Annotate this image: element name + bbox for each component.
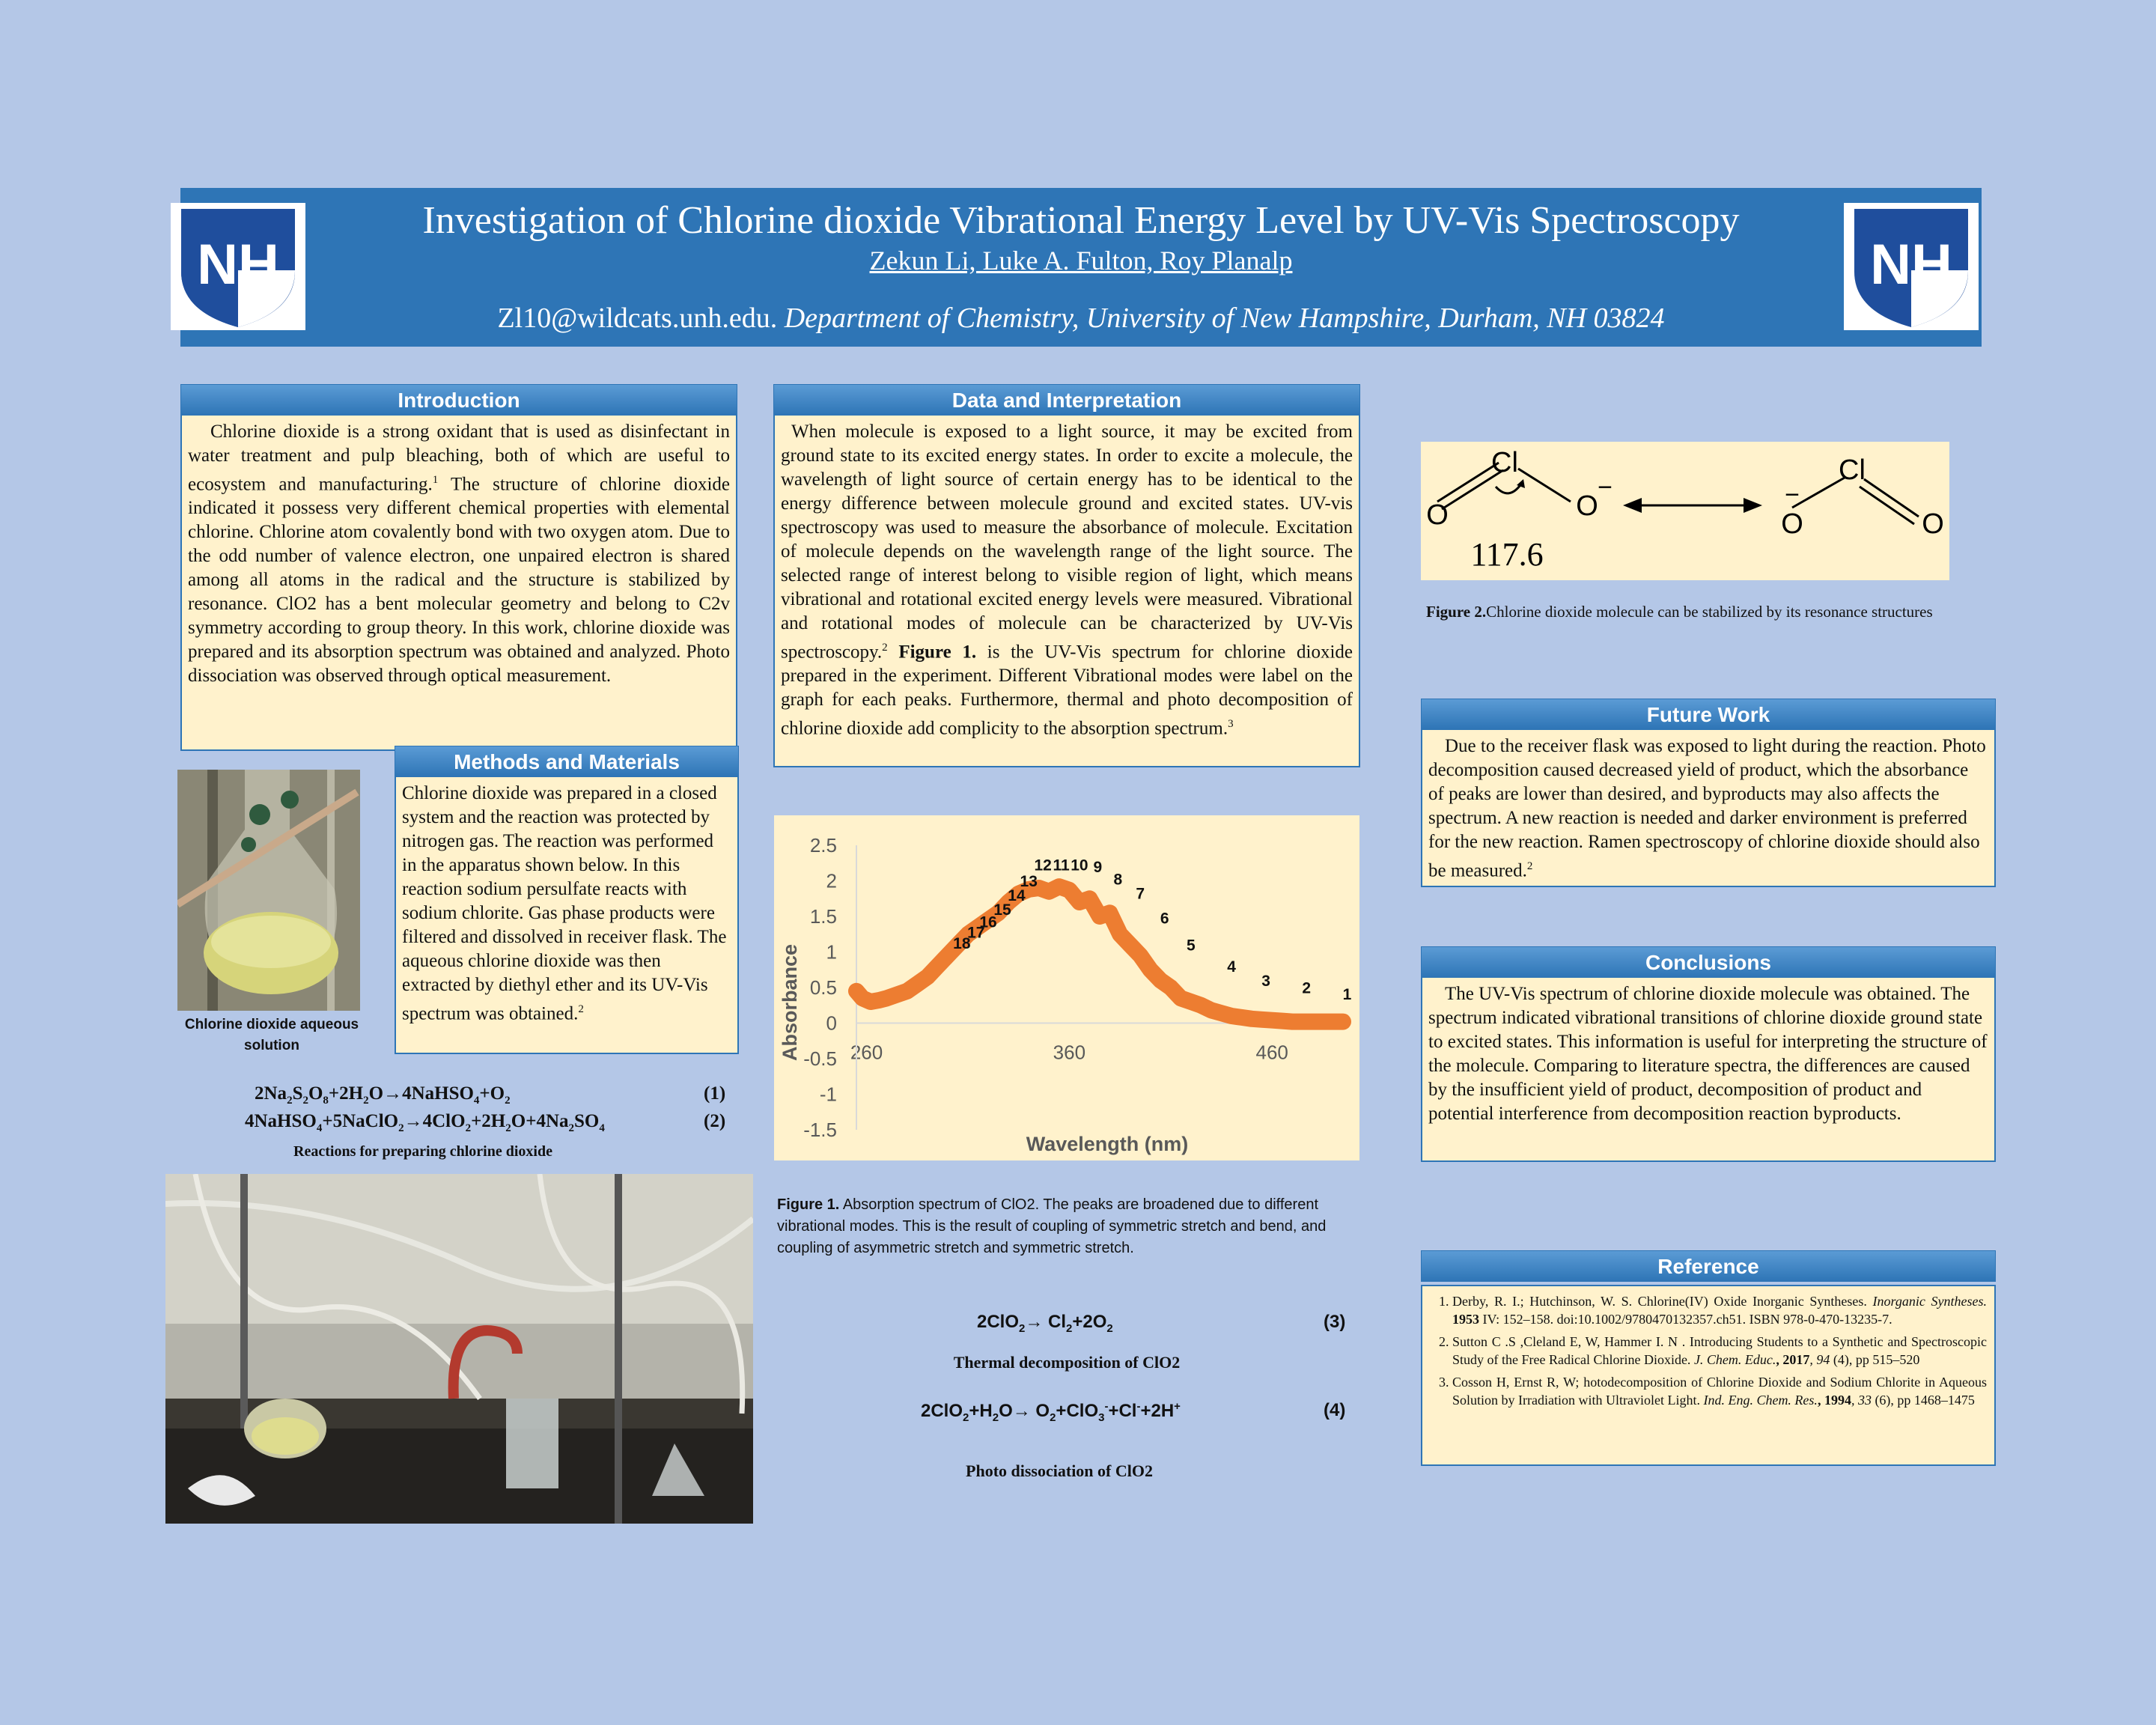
resonance-structure-figure	[1421, 442, 1949, 580]
y-tick-label: 2	[826, 869, 837, 892]
poster-header	[180, 188, 1982, 347]
citation: 2	[1526, 860, 1533, 872]
figure-2-caption	[1426, 601, 1950, 623]
svg-text:NH: NH	[197, 233, 279, 296]
equation-3: $2ClO_2\to Cl_2+2O_2$	[977, 1312, 1113, 1335]
atom-cl-left: Cl	[1491, 447, 1518, 478]
svg-text:NH: NH	[1870, 233, 1952, 296]
bond-angle: 117.6	[1470, 536, 1544, 573]
equations-caption: Reactions for preparing chlorine dioxide	[293, 1143, 552, 1160]
chart-svg	[774, 815, 1359, 1160]
figure-reference: Figure 1.	[898, 642, 977, 663]
atom-cl-right: Cl	[1839, 454, 1866, 486]
peak-label: 5	[1187, 937, 1196, 955]
data-body	[773, 416, 1360, 767]
peak-label: 15	[993, 901, 1011, 919]
figure-1-text: Absorption spectrum of ClO2. The peaks are broadened due to different vibrational modes. This is the result of coupling of symmetric stretch and bend, and coupling of asymmetric stretch and symmetric stretch.	[777, 1196, 1327, 1256]
y-tick-label: 1.5	[809, 905, 837, 928]
figure-2-label: Figure 2.	[1426, 603, 1487, 621]
peak-label: 8	[1113, 871, 1123, 889]
introduction-heading: Introduction	[180, 384, 737, 416]
introduction-text-cont: The structure of chlorine dioxide indicated it possess very different chemical properties with elemental chlorine. Chlorine atom covalently bond with two oxygen atom. Due to the odd number of valence electron, one unpaired electron is shared among all atoms in the radical and the structure is stabilized by resonance. ClO2 has a bent molecular geometry and belong to C2v symmetry according to group theory. In this work, chlorine dioxide was prepared and its absorption spectrum was obtained and analyzed. Photo dissociation was observed through optical measurement.	[188, 474, 730, 687]
equation-2: $4NaHSO_4+5NaClO_2\to 4ClO_2+2H_2O+4Na_2SO_4$	[245, 1111, 605, 1134]
introduction-body	[180, 416, 737, 751]
figure-1-caption	[777, 1194, 1353, 1259]
equation-4-caption: Photo dissociation of ClO2	[966, 1461, 1153, 1480]
charge-right: −	[1785, 481, 1800, 509]
figure-2-text: Chlorine dioxide molecule can be stabilized by its resonance structures	[1486, 603, 1933, 621]
reference-list	[1422, 1286, 1994, 1420]
y-tick-label: -0.5	[803, 1047, 837, 1070]
peak-label: 1	[1342, 986, 1352, 1004]
peak-label: 18	[953, 934, 971, 952]
peak-label: 10	[1071, 857, 1088, 874]
future-work-text: Due to the receiver flask was exposed to light during the reaction. Photo decomposition caused decreased yield of product, which the absorbance of peaks are lower than desired, and byproducts may also affects the spectrum. A new reaction is needed and darker environment is preferred for the new reaction. Ramen spectroscopy of chlorine dioxide should also be measured.	[1428, 736, 1986, 881]
reference-item: 3. Cosson H, Ernst R, W; hotodecomposition of Chlorine Dioxide and Sodium Chlorite in Aqueous Solution by Irradiation with Ultraviolet Light. Ind. Eng. Chem. Res., 1994, 33 (6), pp 1468–1475	[1452, 1373, 1987, 1409]
data-text-cont: is the UV-Vis spectrum for chlorine dioxide prepared in the experiment. Different Vibrational modes were label on the graph for each peaks. Furthermore, thermal and photo decomposition of chlorine dioxide add complicity to the absorption spectrum.	[781, 642, 1353, 739]
equation-3-caption: Thermal decomposition of ClO2	[953, 1353, 1181, 1372]
email: Zl10@wildcats.unh.edu.	[497, 302, 778, 334]
peak-label: 13	[1020, 873, 1038, 891]
conclusions-body: The UV-Vis spectrum of chlorine dioxide molecule was obtained. The spectrum indicated vibrational transitions of chlorine dioxide ground state to excited states. This information is useful for interpreting the structure of the molecule. Comparing to literature spectra, the differences are caused by the insufficient yield of product, decomposition of product and potential interference from decomposition reaction byproducts.	[1421, 978, 1996, 1162]
peak-label: 16	[979, 913, 997, 931]
x-tick-label: 260	[850, 1041, 883, 1064]
citation: 1	[432, 474, 439, 486]
peak-label: 7	[1136, 885, 1145, 903]
conclusions-heading: Conclusions	[1421, 946, 1996, 978]
peak-label: 4	[1227, 958, 1236, 976]
introduction-text: Chlorine dioxide is a strong oxidant that is used as disinfectant in water treatment and pulp bleaching, both of which are useful to ecosystem and manufacturing.	[188, 422, 730, 495]
chlorine-dioxide-solution-photo	[177, 770, 360, 1011]
y-tick-label: -1	[819, 1083, 837, 1106]
x-tick-label: 460	[1255, 1041, 1288, 1064]
methods-heading: Methods and Materials	[395, 746, 739, 777]
atom-o-left-2: O	[1576, 490, 1598, 522]
figure-1-label: Figure 1.	[777, 1196, 840, 1213]
x-axis-label: Wavelength (nm)	[1026, 1133, 1189, 1155]
introduction-section	[180, 384, 737, 751]
peak-label: 14	[1008, 887, 1026, 905]
conclusions-section	[1421, 946, 1996, 1162]
y-tick-label: 1	[826, 940, 837, 964]
peak-label: 2	[1302, 979, 1312, 997]
poster-title: Investigation of Chlorine dioxide Vibrational Energy Level by UV-Vis Spectroscopy	[422, 199, 1740, 242]
data-text: When molecule is exposed to a light source, it may be excited from ground state to its excited energy states. In order to excite a molecule, the wavelength of light source of certain energy has to be identical to the energy difference between molecule ground and excited states. UV-vis spectroscopy was used to measure the absorbance of molecule. Excitation of molecule depends on the wavelength range of the light source. The selected range of interest belong to visible region of light, which means vibrational and rotational excited energy levels were measured. Vibrational and rotational modes of molecule can be characterized by UV-Vis spectroscopy.	[781, 422, 1353, 663]
peak-label: 6	[1160, 910, 1169, 928]
y-tick-label: -1.5	[803, 1119, 837, 1141]
peak-label: 17	[967, 924, 985, 942]
y-axis-label: Absorbance	[779, 943, 801, 1062]
affiliation: Department of Chemistry, University of New Hampshire, Durham, NH 03824	[784, 302, 1665, 334]
methods-body	[395, 777, 739, 1054]
equation-1-number: (1)	[704, 1083, 726, 1104]
y-tick-label: 0.5	[809, 976, 837, 999]
author-list[interactable]: Zekun Li, Luke A. Fulton, Roy Planalp	[869, 246, 1293, 276]
atom-o-left-1: O	[1426, 499, 1449, 531]
photo-caption: Chlorine dioxide aqueous solution	[184, 1017, 359, 1053]
contact-line	[180, 302, 1982, 335]
peak-label: 9	[1093, 859, 1103, 877]
citation: 3	[1228, 718, 1234, 731]
y-tick-label: 2.5	[809, 834, 837, 857]
citation: 2	[578, 1003, 584, 1015]
absorbance-series-line	[856, 886, 1343, 1022]
x-tick-label: 360	[1053, 1041, 1086, 1064]
reference-body	[1421, 1285, 1996, 1466]
future-work-heading: Future Work	[1421, 699, 1996, 730]
methods-section	[395, 746, 739, 1054]
data-section	[773, 384, 1360, 767]
absorbance-chart	[774, 815, 1359, 1160]
reference-heading: Reference	[1421, 1250, 1996, 1282]
equation-1: $2Na_2S_2O_8+2H_2O\to 4NaHSO_4+O_2$	[255, 1083, 511, 1107]
equation-4-number: (4)	[1324, 1400, 1346, 1420]
data-heading: Data and Interpretation	[773, 384, 1360, 416]
charge-left: −	[1598, 473, 1613, 502]
equation-3-number: (3)	[1324, 1312, 1346, 1332]
future-work-body	[1421, 730, 1996, 887]
peak-label: 12	[1034, 857, 1052, 874]
equation-4: $2ClO_2+H_2O\to O_2+ClO_3^-+Cl^-+2H^+$	[921, 1400, 1181, 1424]
methods-text: Chlorine dioxide was prepared in a closed system and the reaction was protected by nitrogen gas. The reaction was performed in the apparatus shown below. In this reaction sodium persulfate reacts with sodium chlorite. Gas phase products were filtered and dissolved in receiver flask. The aqueous chlorine dioxide was then extracted by diethyl ether and its UV-Vis spectrum was obtained.	[402, 783, 727, 1024]
reference-item: 2. Sutton C .S ,Cleland E, W, Hammer I. N . Introducing Students to a Synthetic and Spectroscopic Study of the Free Radical Chlorine Dioxide. J. Chem. Educ., 2017, 94 (4), pp 515–520	[1452, 1333, 1987, 1369]
peak-label: 11	[1053, 857, 1070, 874]
future-work-section	[1421, 699, 1996, 887]
y-tick-label: 0	[826, 1011, 837, 1035]
atom-o-right-1: O	[1781, 508, 1803, 540]
atom-o-right-2: O	[1922, 508, 1944, 540]
peak-label: 3	[1261, 973, 1270, 991]
reference-item: 1. Derby, R. I.; Hutchinson, W. S. Chlorine(IV) Oxide Inorganic Syntheses. Inorganic Syntheses. 1953 IV: 152–158. doi:10.1002/9780470132357.ch51. ISBN 978-0-470-13235-7.	[1452, 1292, 1987, 1328]
apparatus-photo	[165, 1174, 753, 1524]
citation: 2	[882, 642, 888, 654]
equation-2-number: (2)	[704, 1111, 726, 1131]
reference-section	[1421, 1250, 1996, 1466]
